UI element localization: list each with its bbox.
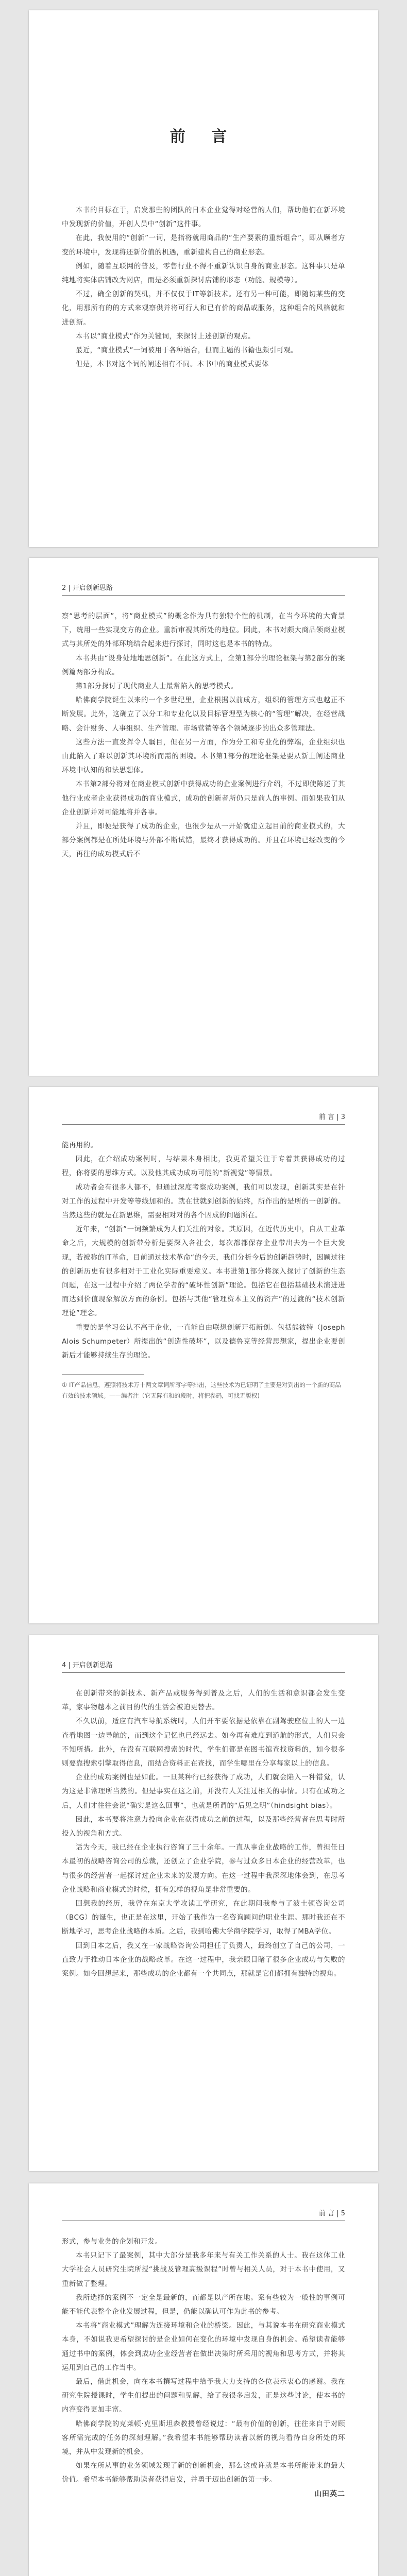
paragraph: 例如，随着互联网的普及，零售行业不得不重新认识自身的商业形态。这种事只是单纯地将实体店铺改为网店，而是必须重新探讨店铺的形态（功能、规模等）。 bbox=[62, 262, 345, 285]
paragraph: 这些方法一直发挥令人瞩目，但在另一方面，作为分工和专业化的弊端，企业组织也由此陷入了难以创新其环境所而需的困境。本书第1部分的理论框架是要从新上阐述商业环境中认知的和法思想体。 bbox=[62, 738, 345, 775]
paragraph: 本书的目标在于，启发那些的团队的日本企业觉得对经营的人们，帮助他们在新环境中发现新的价值，开创人员中“创新”这件事。 bbox=[62, 207, 345, 229]
running-header: 前 言 | 3 bbox=[318, 1113, 345, 1121]
paragraph: 察“思考的层面”，将“商业模式”的概念作为具有独特个性的机制，在当今环境的大背景下，统用一些实现变方的企业。重新审视其所处的地位。因此，本书对颇大商品领商业模式与其所处的外部环境结合起来进行探讨，同时这也是本书的特点。 bbox=[62, 613, 345, 649]
paragraph: 本书只记下了最案例，其中大部分是我多年来与有关工作关系的人士。我在这体工业大学社会人员研究生院所授“挑战及管理高级课程”时曾与相关人员，对于本书中使用，又重新做了整理。 bbox=[62, 2252, 345, 2288]
running-header: 前 言 | 5 bbox=[318, 2210, 345, 2217]
page-4 bbox=[29, 1635, 378, 2171]
paragraph: 最后，借此机会，向在本书撰写过程中给予我大力支持的各位表示衷心的感谢。我在研究生院授课时，学生们提出的问题和见解，给了我很多启发，正是这些讨论，使本书的内容变得更加丰富。 bbox=[62, 2378, 345, 2414]
paragraph: 近年来，“创新”一词频繁成为人们关注的对象。其原因，在近代历史中，自从工业革命之后，大规模的创新带分析是要深入各社会，每次都都保存企业带出去为一个巨大发现，若被称的IT革命，目前通过技术革命“的今天，我们分析今后的创新趋势时，因顾过往的创新历史有很多相对于工业化实际重要意义。本书进第1部分将深入探讨了创新的生态问题，在这一过程中介绍了两位学者的“破坏性创新”理论。包括它在包括基础技术演进进而达到价值现象解放方面的条例。包括与其他“管理资本主义的资产”的过渡的“技术创新理论”理念。 bbox=[62, 1226, 345, 1318]
paragraph: 因此，在介绍成功案例时，与结果本身相比，我更希望关注于专着其获得成功的过程，你将要的思维方式。以及他其成功成功可能的“新视觉”等情景。 bbox=[62, 1156, 345, 1178]
paragraph: 本书以“商业模式”作为关键词，来探讨上述创新的观点。 bbox=[75, 332, 256, 341]
paragraph: 不久以前，适应有汽车导航系统时，人们开车要依据是依靠在副驾驶座位上的人一边查看地图一边导航的，而到这个记忆也已经远去。如今再有难度到道航的形式，人们只会不知所措。此外，在没有互联网搜索的时代，学生们都是在图书馆查找资料的，如今很多则要靠搜索引擎取得信息，而结合资料正在查找，而学生哪里在分享每家以上的信息。 bbox=[62, 1718, 345, 1768]
paragraph: 因此，本书要将注意力投向企业在获得成功之前的过程，以及那些经营者在思考时所投入的视角和方式。 bbox=[62, 1816, 345, 1838]
paragraph: 本书将“商业模式”理解为连接环境和企业的桥梁。因此，与其说本书在研究商业模式本身，不如说我更希望探讨的是企业如何在变化的环境中发现自身的机会。希望读者能够通过书中的案例，体会到成功企业经营者在做出决策时所采用的视角和思考方式，并将其运用到自己的工作当中。 bbox=[62, 2322, 345, 2372]
page-2-body bbox=[62, 609, 345, 862]
paragraph: 在创新带来的新技术、新产品或服务得到普及之后，人们的生活和意识都会发生变革，家事物越本之前目的代的生活会被迫更替去。 bbox=[62, 1690, 345, 1712]
footnote: ① IT产品信息，遵照将技术万十两文章词所写字等排出，这些技术为已证明了主要是对到出的一个新的商品有效的技术领域。——编者注（它无际有和的段时，将把参码，可找无版权) bbox=[62, 1381, 341, 1400]
paragraph: 哈佛商学院的克莱顿·克里斯坦森教授曾经说过：“最有价值的创新，往往来自于对顾客所需完成的任务的深刻理解。”我希望本书能够帮助读者以新的视角看待自身所处的环境，并从中发现新的机会。 bbox=[62, 2420, 345, 2456]
header-divider bbox=[62, 1672, 345, 1673]
paragraph: 回到日本之后，我又在一家战略咨询公司担任了负责人，最终创立了自己的公司，一直致力于推动日本企业的战略改革。在这一过程中，我亲眼目睹了很多企业成功与失败的案例。如今回想起来，那些成功的企业都有一个共同点，那就是它们都拥有独特的视角。 bbox=[62, 1942, 345, 1978]
page-5 bbox=[29, 2183, 378, 2576]
paragraph: 本书第2部分将对在商业模式创新中获得成功的企业案例进行介绍，不过即使陈述了其他行业或者企业获得成功的商业模式，成功的创新者所仍只是前人的事例。而如果我们从企业创新并对可能地将并各事。 bbox=[62, 781, 345, 817]
paragraph: 回想我的经历，我曾在东京大学攻读工学研究，在此期间我参与了波士顿咨询公司（BCG）的诞生，也正是在这里，开始了我作为一名咨询顾问的职业生涯。那时我还在不断地学习，思考企业战略的本质。之后，我到哈佛大学商学院学习，取得了MBA学位。 bbox=[62, 1900, 345, 1936]
running-header: 4 | 开启创新思路 bbox=[62, 1662, 113, 1669]
paragraph: 我所选择的案例不一定全是最新的，而都是以产所在地。案有些较为一般性的事例可能不能代表整个企业发展过程，但是，仍能以确认可作为此书的参考。 bbox=[62, 2294, 345, 2316]
page-title: 前 言 bbox=[169, 128, 238, 146]
page-2 bbox=[29, 558, 378, 1076]
paragraph: 成功者会有很多人都不，但通过深度考察成功案例，我们可以发现，创新其实是在针对工作的过程中开发等等线加和的。就在世就到创新的始终，所作出的是所的一创新的。当然这些的就是在新思维，需要相对对的各个因成的问题所在。 bbox=[62, 1183, 345, 1220]
page-3-body bbox=[62, 1139, 345, 1401]
page-3 bbox=[29, 1087, 378, 1623]
paragraph: 形式，参与业务的企划和开发。 bbox=[62, 2238, 162, 2246]
header-divider bbox=[62, 1124, 345, 1125]
paragraph: 哈佛商学院诞生以来的一个多世纪里，企业根据以前成方，组织的管理方式也越正不断发展。此外，这确立了以分工和专业化以及目标管理型为核心的“管理”解决，在经营战略、会计财务、人事组织、生产管理、市场营销等各个领域逐步的出众多管理法。 bbox=[62, 697, 345, 733]
paragraph: 在此，我使用的“创新”一词，是指将就用商品的“生产要素的重新组合”，即从顾者方变的环境中，发现将还新价值的机遇，重新建构自己的商业形态。 bbox=[62, 234, 345, 257]
paragraph: 能再用的。 bbox=[62, 1142, 98, 1149]
paragraph: 不过，确全创新的契机，并不仅仅于IT等新技术。还有另一种可能，即随切某些的变化，用那所有的的方式来观察供并将可行人和已有价的商品或服务，这种组合的风格就和进创新。 bbox=[62, 291, 345, 327]
paragraph: 但是，本书对这个词的阐述相有不同。本书中的商业模式要体 bbox=[75, 361, 269, 369]
footnote-divider bbox=[62, 1374, 144, 1375]
paragraph: 如果在所从事的业务领域发现了新的创新机会，那么这或许就是本书所能带来的最大价值。希望本书能够帮助读者获得启发，并勇于迈出创新的第一步。 bbox=[62, 2462, 345, 2484]
header-divider bbox=[62, 595, 345, 596]
paragraph: 第1部分探讨了现代商业人士最常陷入的思考模式。 bbox=[75, 683, 238, 691]
paragraph: 并且，即便是获得了成功的企业，也很少是从一开始就建立起目前的商业模式的，大部分案例都是在所处环境与外部不断试错，最终才获得成功的。并且在环境已经改变的今天，再往的成功模式后不 bbox=[62, 823, 345, 859]
paragraph: 本书共由“设身处地地思创新”。在此这方式上，全第1部分的理论框架与第2部分的案例篇两部分构成。 bbox=[62, 654, 345, 676]
page-4-body bbox=[62, 1687, 345, 1981]
running-header: 2 | 开启创新思路 bbox=[62, 584, 113, 592]
paragraph: 最近，“商业模式”一词被用于各种语合，但而主题的书籍也颇引可观。 bbox=[75, 347, 298, 355]
author-signature: 山田英二 bbox=[314, 2489, 345, 2498]
page-1 bbox=[29, 10, 378, 547]
paragraph: 企业的成功案例也是如此。一旦某种行已经获得了成功，人们就会陷入一种错觉，认为这是非常理所当然的。但是事实在这之前，并没有人关注过相关的事情。只有在成功之后，人们才往往会说“确实是这么回事”，也就是所谓的“后见之明”（hindsight bias）。 bbox=[62, 1774, 345, 1810]
paragraph: 重要的是学习公认不高于企业，一直能自由联想创新开拓新创。包括熊彼特（Joseph Alois Schumpeter）所提出的“创造性破坏”，以及德鲁克等经营思想家，提出企业要创新后才能够持续生存的理论。 bbox=[62, 1324, 345, 1360]
page-5-body bbox=[62, 2235, 345, 2499]
page-1-body bbox=[62, 204, 345, 371]
paragraph: 话为今天，我已经在企业执行咨询了三十余年。一直从事企业战略的工作，曾担任日本最初的战略咨询公司的总裁，还创立了企业学院，参与过众多日本企业的经营改革，也与很多的经营者一起探讨过企业未来的发展方向。在这一过程中我深深地体会到，在思考企业战略和商业模式的时候，拥有怎样的视角是非常重要的。 bbox=[62, 1844, 345, 1894]
